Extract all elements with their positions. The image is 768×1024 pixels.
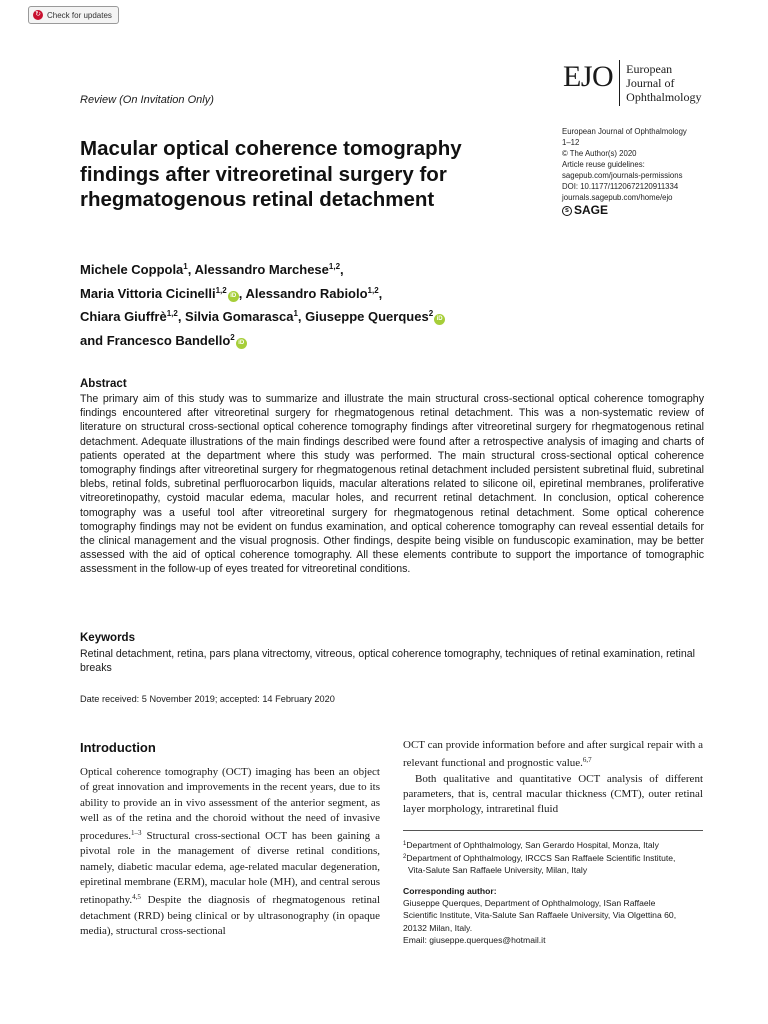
meta-reuse-label: Article reuse guidelines: — [562, 160, 645, 169]
check-for-updates-label: Check for updates — [47, 10, 112, 20]
author-affiliation-marker: 1 — [183, 262, 188, 271]
author-affiliation-marker: 2 — [428, 309, 434, 318]
corresponding-author-line: 20132 Milan, Italy. — [403, 922, 473, 933]
affiliation-number: 2 — [403, 854, 407, 861]
keywords-text: Retinal detachment, retina, pars plana vitrectomy, vitreous, optical coherence tomography, techniques of retinal examination, retinal breaks — [80, 648, 695, 675]
author-separator: , — [238, 285, 246, 301]
affiliation-number: 1 — [403, 841, 407, 847]
intro-text: Despite the diagnosis of rhegmatogenous retinal detachment (RRD) being clinical or by ultrasonography (in opaque media), structural cross-sectional — [80, 894, 380, 937]
article-title: Macular optical coherence tomography findings after vitreoretinal surgery for rhegmatogenous retinal detachment — [80, 137, 462, 211]
introduction-paragraph — [80, 765, 380, 939]
author-name: Alessandro Marchese — [194, 262, 329, 277]
journal-name — [626, 62, 701, 104]
orcid-icon[interactable]: iD — [434, 314, 445, 325]
author-name: and Francesco Bandello — [80, 332, 231, 348]
author-name: Giuseppe Querques — [305, 309, 429, 324]
intro-text: OCT can provide information before and after surgical repair with a relevant functional and prognostic value. — [403, 739, 703, 770]
journal-logo — [563, 58, 702, 108]
author-separator: , — [187, 262, 195, 277]
affiliation-text: Department of Ophthalmology, IRCCS San Raffaele Scientific Institute, — [406, 853, 676, 864]
keywords-heading: Keywords — [80, 632, 135, 644]
author-name: Michele Coppola — [80, 262, 184, 277]
check-for-updates-button[interactable] — [28, 6, 119, 24]
meta-journal: European Journal of Ophthalmology — [562, 127, 687, 136]
footnote-divider — [403, 830, 703, 831]
abstract-text: The primary aim of this study was to summarize and illustrate the main structural cross-sectional optical coherence tomography findings encountered after vitreoretinal surgery for rhegmatogenous retinal detachment. This was a non-systematic review of literature on structural cross-sectional optical coherence tomography findings after vitreoretinal surgery for rhegmatogenous retinal detachment. Adequate illustrations of the main findings described were found after a retrospective analysis of imaging and charts of patients operated at the department where this study was performed. The main structural cross-sectional optical coherence tomography findings after vitreoretinal surgery for rhegmatogenous retinal detachment included persistent subretinal fluid, subretinal blebs, retinal folds, subretinal perfluorocarbon liquids, macular alterations related to silicone oil, epiretinal membranes, proliferative vitreoretinopathy, cystoid macular edema, macular holes, and recurrent retinal detachment. In conclusion, optical coherence tomography was a useful tool after vitreoretinal surgery for rhegmatogenous retinal detachment. Some optical coherence tomography findings may not be evident on fundus examination, and optical coherence tomography can reveal essential details for the clinical management and the visual prognosis. Other findings, despite being visible on funduscopic examination, may be better assessed with the aid of optical coherence tomography. All these elements contribute to support the importance of tomographic assessment in the follow-up of eyes treated for vitreoretinal conditions. — [80, 393, 704, 576]
author-separator: , — [378, 285, 383, 301]
citation[interactable]: 4,5 — [132, 893, 141, 902]
author-name: Chiara Giuffrè — [80, 309, 167, 324]
journal-meta — [562, 126, 762, 216]
journal-logo-divider — [619, 60, 620, 106]
author-affiliation-marker: 1 — [293, 309, 298, 318]
author-separator: , — [340, 262, 344, 277]
affiliation-text: Vita-Salute San Raffaele University, Milan, Italy — [408, 865, 588, 876]
author-affiliation-marker: 1,2 — [166, 309, 178, 318]
author-separator: , — [177, 309, 186, 324]
article-type: Review (On Invitation Only) — [80, 94, 214, 106]
meta-copyright: © The Author(s) 2020 — [562, 149, 637, 158]
introduction-paragraph: Both qualitative and quantitative OCT analysis of different parameters, that is, central macular thickness (CMT), outer retinal layer morphology, intraretinal fluid — [403, 772, 703, 816]
date-received: Date received: 5 November 2019; accepted: 14 February 2020 — [80, 694, 335, 704]
citation[interactable]: 1–3 — [131, 829, 142, 838]
introduction-column-right — [403, 738, 703, 817]
author-name: Silvia Gomarasca — [185, 309, 294, 324]
corresponding-author-line: Giuseppe Querques, Department of Ophthalmology, ISan Raffaele — [403, 898, 656, 909]
orcid-icon[interactable]: iD — [236, 338, 247, 349]
affiliation-item — [403, 838, 707, 851]
journal-name-line: Ophthalmology — [626, 90, 702, 104]
update-badge-icon: ↻ — [33, 10, 43, 20]
citation[interactable]: 6,7 — [582, 756, 592, 765]
introduction-paragraph — [403, 738, 703, 772]
sage-logo-icon: s — [562, 206, 572, 216]
journal-name-line: Journal of — [626, 76, 675, 90]
author-name: Alessandro Rabiolo — [245, 285, 368, 301]
meta-reuse-link[interactable]: sagepub.com/journals-permissions — [562, 171, 683, 180]
author-separator: , — [297, 309, 306, 324]
publisher-logo — [562, 205, 762, 216]
corresponding-author-heading: Corresponding author: — [403, 886, 497, 896]
journal-logo-mark: EJO — [563, 60, 614, 93]
intro-text: Structural cross-sectional OCT has been gaining a pivotal role in the management of diverse retinal conditions, namely, diabetic macular edema, age-related macular degeneration, epiretinal membrane (ERM), macular hole (MH), and central serous retinopathy. — [80, 830, 380, 907]
meta-pages: 1–12 — [562, 138, 580, 147]
corresponding-author — [403, 885, 707, 946]
author-affiliation-marker: 2 — [230, 332, 235, 342]
corresponding-author-email[interactable]: Email: giuseppe.querques@hotmail.it — [403, 934, 546, 945]
author-affiliation-marker: 1,2 — [328, 262, 341, 271]
affiliation-item — [403, 851, 707, 864]
orcid-icon[interactable]: iD — [228, 291, 239, 302]
intro-text: Optical coherence tomography (OCT) imaging has been an object of great innovation and improvements in the recent years, due to its ability to provide an in vivo assessment of the anterior segment, as well as of the retina and the choroid without the need of invasive procedures. — [80, 766, 380, 843]
meta-homepage[interactable]: journals.sagepub.com/home/ejo — [562, 193, 673, 202]
abstract-heading: Abstract — [80, 378, 127, 390]
meta-doi[interactable]: DOI: 10.1177/1120672120911334 — [562, 182, 679, 191]
publisher-name: SAGE — [574, 203, 609, 217]
author-name: Maria Vittoria Cicinelli — [80, 285, 216, 301]
author-affiliation-marker: 1,2 — [367, 285, 379, 295]
affiliation-text: Department of Ophthalmology, San Gerardo Hospital, Monza, Italy — [406, 840, 659, 850]
journal-name-line: European — [626, 62, 673, 76]
author-affiliation-marker: 1,2 — [215, 285, 227, 295]
corresponding-author-line: Scientific Institute, Vita-Salute San Raffaele University, Via Olgettina 60, — [403, 910, 677, 921]
author-list — [80, 257, 540, 351]
affiliations — [403, 838, 707, 877]
introduction-heading: Introduction — [80, 740, 156, 755]
